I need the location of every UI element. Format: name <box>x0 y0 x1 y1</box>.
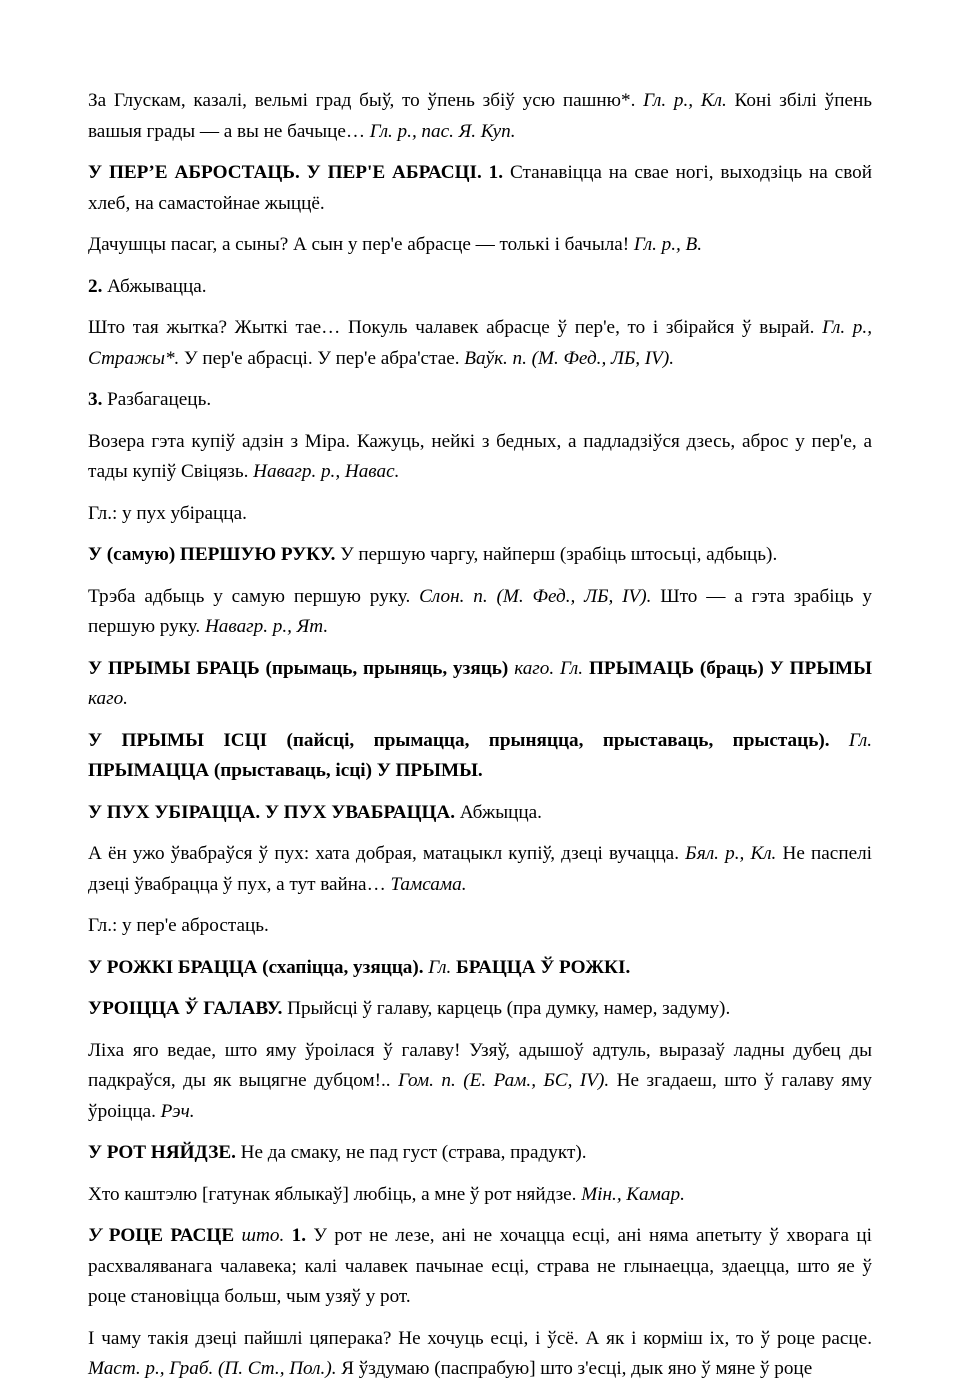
text-run: Возера гэта купіў адзін з Міра. Кажуць, нейкі з бедных, а падладзіўся дзесь, аброс у пер'е, а тады купіў Свіцязь. <box>88 430 872 482</box>
text-run: Абжыцца. <box>455 801 542 823</box>
text-run: У ПРЫМЫ БРАЦЬ (прымаць, прыняць, узяць) <box>88 657 509 679</box>
text-run: БРАЦЦА Ў РОЖКІ. <box>456 956 631 978</box>
text-run: Слон. п. (М. Фед., ЛБ, IV). <box>419 585 652 607</box>
headword-entry <box>88 1138 872 1169</box>
text-run: што. <box>234 1225 285 1246</box>
text-run: Што тая жытка? Жыткі тае… Покуль чалавек абрасце ў пер'е, то і збірайся ў вырай. <box>88 317 823 338</box>
text-run: У ПРЫМЫ ІСЦІ (пайсці, прымацца, прыняцца, прыставаць, прыстаць). <box>88 729 830 751</box>
headword-entry <box>88 798 872 829</box>
headword-entry <box>88 540 872 571</box>
citation-paragraph <box>88 427 872 488</box>
text-run: Я ўздумаю (паспрабую] што з'есці, дык яно ў мяне ў роце <box>336 1358 813 1379</box>
text-run: Ліха яго ведае, што яму ўроілася ў галаву! Узяў, адышоў адтуль, выразаў ладны дубец ды падкраўся, ды як выцягне дубцом!.. <box>88 1039 872 1091</box>
text-run: Абжывацца. <box>102 275 207 297</box>
text-run: У ПЕР’Е АБРОСТАЦЬ. У ПЕР'Е АБРАСЦІ. 1. <box>88 162 504 183</box>
text-run: У пер'е абрасці. У пер'е абра'стае. <box>179 347 465 369</box>
citation-paragraph <box>88 230 872 261</box>
text-run: Мін., Камар. <box>581 1183 685 1205</box>
text-run: У ПУХ УБІРАЦЦА. У ПУХ УВАБРАЦЦА. <box>88 801 456 823</box>
text-run: Тамсама. <box>390 873 467 895</box>
text-run: Што — а гэта зрабіць у першую руку. <box>88 585 872 637</box>
text-run: Не паспелі дзеці ўвабрацца ў пух, а тут вайна… <box>88 843 873 895</box>
text-run: Гл.: у пух убірацца. <box>88 502 247 524</box>
text-run: Дачушцы пасаг, а сыны? А сын у пер'е абрасце — толькі і бачыла! <box>88 234 634 255</box>
text-run: У (самую) ПЕРШУЮ РУКУ. <box>88 544 336 565</box>
text-run: Не згадаеш, што ў галаву яму ўроіцца. <box>88 1070 872 1122</box>
text-run: ПРЫМАЦЦА (прыставаць, ісці) У ПРЫМЫ. <box>88 760 483 781</box>
text-column <box>88 86 872 1385</box>
text-run: Прыйсці ў галаву, карцець (пра думку, намер, задуму). <box>282 998 731 1019</box>
text-run: 1. <box>284 1225 307 1246</box>
text-run: У <box>88 1225 102 1246</box>
headword-entry <box>88 726 872 787</box>
citation-paragraph <box>88 313 872 374</box>
text-run: Рэч. <box>160 1100 195 1122</box>
text-run: Гл. р., пас. Я. Куп. <box>369 120 516 142</box>
text-run: УРОІЦЦА Ў ГАЛАВУ. <box>88 998 283 1019</box>
text-run: Хто каштэлю [гатунак яблыкаў] любіць, а мне ў рот няйдзе. <box>88 1183 582 1205</box>
text-run: Бял. р., Кл. <box>685 843 777 864</box>
text-run: У РОЖКІ БРАЦЦА (схапіцца, узяцца). <box>88 956 424 978</box>
text-run: Навагр. р., Навас. <box>253 461 400 482</box>
citation-paragraph <box>88 86 872 147</box>
text-run: А ён ужо ўвабраўся ў пух: хата добрая, матацыкл купіў, дзеці вучацца. <box>88 843 686 864</box>
text-run: У РОТ НЯЙДЗЕ. <box>88 1142 236 1163</box>
text-run: І чаму такія дзеці пайшлі цяперака? Не хочуць есці, і ўсё. А як і корміш іх, то ў роце расце. <box>88 1327 872 1349</box>
text-run: Не да смаку, не пад густ (страва, прадукт). <box>235 1142 587 1163</box>
citation-paragraph <box>88 839 872 900</box>
text-run: Гл. р., Кл. <box>643 90 727 111</box>
sense-paragraph <box>88 272 872 303</box>
text-run: Маст. р., Граб. (П. Ст., Пол.). <box>88 1358 337 1379</box>
citation-paragraph <box>88 1180 872 1211</box>
text-run: Станавіцца на свае ногі, выходзіць на свой хлеб, на самастойнае жыццё. <box>88 162 872 214</box>
headword-entry <box>88 953 872 984</box>
headword-entry <box>88 654 872 715</box>
sense-paragraph <box>88 385 872 416</box>
text-run: Гл. р., В. <box>633 234 703 255</box>
headword-entry <box>88 994 872 1025</box>
text-run: Коні збілі ўпень вашыя грады — а вы не бачыце… <box>88 90 872 142</box>
text-run: каго. Гл. <box>508 657 589 679</box>
text-run: Гл. <box>423 956 457 978</box>
citation-paragraph <box>88 1036 872 1128</box>
headword-entry <box>88 1221 872 1313</box>
text-run: РОЦЕ РАСЦЕ <box>101 1225 235 1246</box>
text-run: Гл.: у пер'е абростаць. <box>88 915 269 936</box>
headword-entry <box>88 158 872 219</box>
citation-paragraph <box>88 582 872 643</box>
text-run: 3. <box>88 389 103 410</box>
text-run: Гл. р., Стражы*. <box>88 317 872 369</box>
cross-reference <box>88 499 872 530</box>
text-run: Гом. п. (Е. Рам., БС, IV). <box>398 1070 610 1091</box>
text-run: У першую чаргу, найперш (зрабіць штосьці, адбыць). <box>335 544 778 565</box>
text-run: Ваўк. п. (М. Фед., ЛБ, IV). <box>464 347 675 369</box>
text-run: Разбагацець. <box>102 389 212 410</box>
text-run: ПРЫМАЦЬ (браць) У ПРЫМЫ <box>588 657 872 679</box>
text-run: Трэба адбыць у самую першую руку. <box>88 585 420 607</box>
cross-reference <box>88 911 872 942</box>
text-run: Навагр. р., Ят. <box>204 616 329 637</box>
text-run: За Глускам, казалі, вельмі град быў, то ўпень збіў усю пашню*. <box>88 90 644 111</box>
text-run: 2. <box>88 275 103 297</box>
citation-paragraph <box>88 1324 872 1385</box>
text-run: каго. <box>88 688 128 709</box>
text-run: У рот не лезе, ані не хочацца есці, ані няма апетыту ў хворага ці расхваляванага чалавека; калі чалавек пачынае есці, страва не глынаецца, здаецца, што яе ў роце становіцца больш, чым узяў у рот. <box>88 1225 872 1307</box>
text-run: Гл. <box>829 729 872 751</box>
